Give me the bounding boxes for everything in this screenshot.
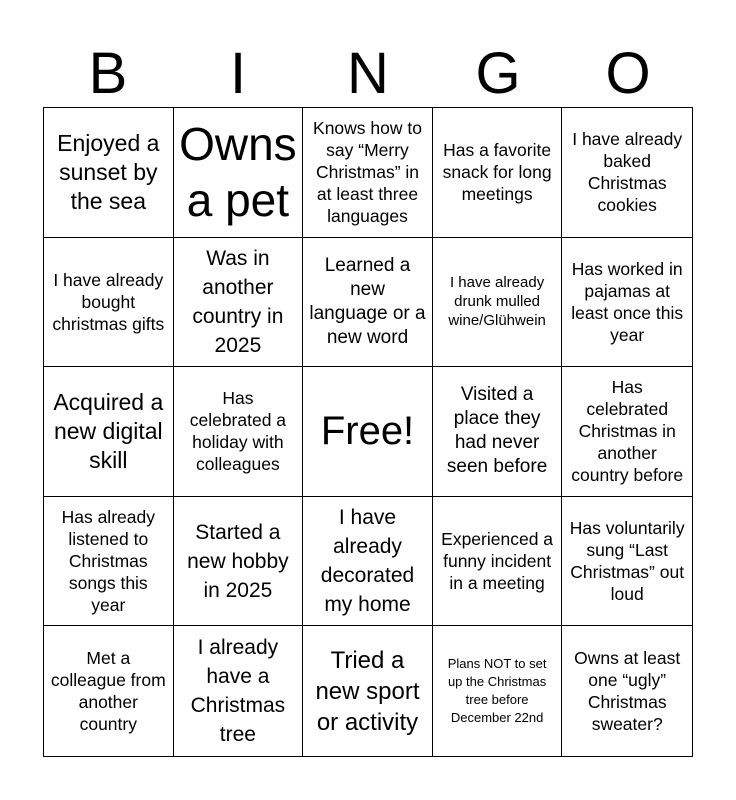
header-letter-b: B xyxy=(88,41,128,106)
free-space[interactable]: Free! xyxy=(303,367,433,497)
bingo-cell[interactable]: Plans NOT to set up the Christmas tree before December 22nd xyxy=(433,626,563,756)
bingo-cell[interactable]: I have already decorated my home xyxy=(303,497,433,627)
bingo-cell[interactable]: Owns at least one “ugly” Christmas sweater? xyxy=(574,648,681,735)
header-letter-i: I xyxy=(229,41,247,106)
bingo-cell[interactable]: Learned a new language or a new word xyxy=(303,238,433,368)
bingo-board xyxy=(43,107,693,757)
header-letter-g: G xyxy=(475,41,521,106)
bingo-cell[interactable]: Acquired a new digital skill xyxy=(44,367,174,497)
bingo-header xyxy=(43,41,693,106)
header-letter-o: O xyxy=(605,41,651,106)
header-letter-n: N xyxy=(347,41,389,106)
bingo-cell[interactable]: Knows how to say “Merry Christmas” in at least three languages xyxy=(303,108,433,238)
bingo-cell[interactable]: I have already baked Christmas cookies xyxy=(562,108,692,238)
bingo-cell[interactable]: Tried a new sport or activity xyxy=(303,626,433,756)
bingo-cell[interactable]: Has celebrated Christmas in another country before xyxy=(562,367,692,497)
bingo-cell[interactable]: Enjoyed a sunset by the sea xyxy=(44,108,174,238)
bingo-cell[interactable]: Owns a pet xyxy=(174,108,304,238)
bingo-cell[interactable]: Has worked in pajamas at least once this year xyxy=(562,238,692,368)
bingo-cell[interactable]: Has already listened to Christmas songs this year xyxy=(44,497,174,627)
bingo-cell[interactable]: Visited a place they had never seen before xyxy=(433,367,563,497)
bingo-cell[interactable]: Was in another country in 2025 xyxy=(174,238,304,368)
bingo-cell[interactable]: I have already bought christmas gifts xyxy=(44,238,174,368)
bingo-cell[interactable]: Experienced a funny incident in a meeting xyxy=(433,497,563,627)
bingo-cell[interactable]: Has celebrated a holiday with colleagues xyxy=(174,367,304,497)
bingo-cell[interactable]: I have already drunk mulled wine/Glühwein xyxy=(433,238,563,368)
bingo-cell[interactable]: Met a colleague from another country xyxy=(44,626,174,756)
bingo-cell[interactable]: Has voluntarily sung “Last Christmas” out loud xyxy=(562,497,692,627)
bingo-cell[interactable]: Started a new hobby in 2025 xyxy=(174,497,304,627)
bingo-cell[interactable]: Has a favorite snack for long meetings xyxy=(433,108,563,238)
bingo-cell[interactable]: I already have a Christmas tree xyxy=(174,626,304,756)
